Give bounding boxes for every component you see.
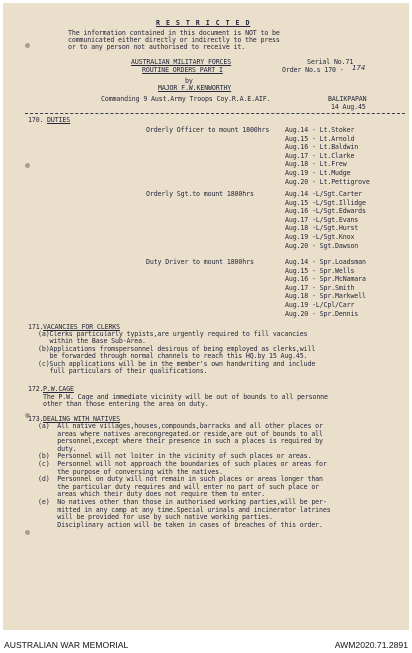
paragraph-line: be forwarded through normal channels to reach this HQ.by 15 Aug.45. — [38, 352, 308, 361]
commanding-officer: MAJOR F.W.KENWORTHY — [158, 84, 232, 92]
roster-row: Aug.14 - Lt.Stoker — [285, 126, 355, 134]
security-notice-line: or to any person not authorised to receive it. — [68, 43, 246, 51]
duty-group-heading: Duty Driver to mount 1800hrs — [146, 258, 254, 266]
handwritten-order-number: 174 — [352, 64, 366, 72]
paragraph-line: duty. — [38, 444, 77, 453]
duty-group-heading: Orderly Sgt.to mount 1800hrs — [146, 190, 254, 198]
serial-number: Serial No.71 — [307, 58, 354, 66]
roster-row: Aug.16 - Lt.Baldwin — [285, 143, 359, 152]
paragraph-line: (c)Such applications will be in the member's own handwriting and include — [38, 359, 316, 368]
force-title: AUSTRALIAN MILITARY FORCES — [131, 58, 232, 66]
duty-group-heading: Orderly Officer to mount 1800hrs — [146, 126, 270, 134]
roster-row: Aug.20 - Lt.Pettigrove — [285, 177, 370, 186]
orders-title: ROUTINE ORDERS PART I — [142, 66, 223, 74]
place: BALIKPAPAN — [328, 95, 367, 103]
roster-row: Aug.19 -L/Cpl/Carr — [285, 301, 355, 309]
roster-row: Aug.20 - Sgt.Dawson — [285, 241, 359, 250]
roster-row: Aug.18 - Lt.Frew — [285, 160, 347, 169]
roster-row: Aug.19 - Lt.Mudge — [285, 169, 351, 177]
punch-hole — [25, 43, 30, 48]
roster-row: Aug.18 -L/Sgt.Hurst — [285, 224, 359, 233]
archive-footer — [0, 634, 412, 653]
section-number: 170. — [28, 116, 44, 124]
punch-hole — [25, 163, 30, 168]
paragraph-line: The P.W. Cage and immediate vicinity will be out of bounds to all personne — [43, 393, 328, 401]
paragraph-line: (a)Clerks particularly typists,are urgently required to fill vacancies — [38, 330, 308, 338]
paragraph-line: will be provided for use by such native working parties. — [38, 513, 273, 522]
roster-row: Aug.14 -L/Sgt.Carter — [285, 190, 362, 198]
paragraph-line: the particular duty requires and will enter no part of such place or — [38, 482, 320, 491]
paragraph-line: full particulars of their qualifications. — [38, 367, 208, 375]
paragraph-line: (b) Personnel will not loiter in the vicinity of such places or areas. — [38, 452, 312, 461]
roster-row: Aug.15 - Lt.Arnold — [285, 134, 355, 143]
paragraph-line: personnel,except where their presence in such a places is required by — [38, 437, 323, 446]
archive-name: AUSTRALIAN WAR MEMORIAL — [4, 640, 129, 650]
date: 14 Aug.45 — [331, 103, 366, 111]
paragraph-line: (a) All native villages,houses,compounds,barracks and all other places or — [38, 422, 323, 430]
by-label: by — [185, 77, 193, 85]
punch-hole — [25, 530, 30, 535]
section-number: 171. — [28, 323, 44, 331]
paragraph-line: areas which their duty does not require them to enter. — [38, 490, 266, 499]
paragraph-line: within the Base Sub-Area. — [38, 337, 146, 346]
roster-row: Aug.19 -L/Sgt.Knox — [285, 233, 355, 241]
roster-row: Aug.14 - Spr.Loadsman — [285, 258, 366, 266]
roster-row: Aug.16 - Spr.McNamara — [285, 275, 366, 284]
paragraph-line: (c) Personnel will not approach the boundaries of such places or areas for — [38, 460, 327, 468]
paragraph-line: the purpose of conversing with the natives. — [38, 467, 223, 476]
roster-row: Aug.17 -L/Sgt.Evans — [285, 215, 359, 224]
paragraph-line: (e) No natives other than those in authorised working parties,will be per- — [38, 498, 327, 506]
security-notice-line: The information contained in this document is NOT to be — [68, 29, 280, 37]
roster-row: Aug.20 - Spr.Dennis — [285, 309, 359, 318]
order-numbers: Order No.s 170 - — [282, 66, 344, 74]
roster-row: Aug.18 - Spr.Markwell — [285, 292, 366, 301]
paragraph-line: areas where natives arecongregated.or reside,are out of bounds to all — [38, 429, 323, 438]
paragraph-line: (b)Applications fromspersonnel desirous of being employed as clerks,will — [38, 344, 316, 353]
paragraph-line: Disciplinary action will be taken in cases of breaches of this order. — [38, 520, 323, 529]
security-notice-line: communicated either directly or indirectly to the press — [68, 36, 280, 44]
archive-reference: AWM2020.71.2891 — [334, 640, 408, 650]
paragraph-line: other than those entering the area on duty. — [43, 400, 209, 409]
roster-row: Aug.15 -L/Sgt.Illidge — [285, 198, 366, 207]
section-title-duties: DUTIES — [47, 116, 71, 124]
divider — [25, 113, 405, 114]
command-line: Commanding 9 Aust.Army Troops Coy.R.A.E.AIF. — [101, 95, 271, 103]
roster-row: Aug.17 - Spr.Smith — [285, 283, 355, 292]
section-title-vacancies: VACANCIES FOR CLERKS — [43, 323, 120, 331]
roster-row: Aug.17 - Lt.Clarke — [285, 151, 355, 160]
paragraph-line: (d) Personnel on duty will not remain in such places or areas longer than — [38, 475, 323, 484]
section-number: 173. — [28, 415, 44, 423]
section-number: 172. — [28, 385, 44, 393]
paragraph-line: mitted in any camp at any time.Special urinals and incinerator latrines — [38, 505, 331, 514]
roster-row: Aug.16 -L/Sgt.Edwards — [285, 207, 366, 216]
roster-row: Aug.15 - Spr.Wells — [285, 266, 355, 275]
section-title-natives: DEALING WITH NATIVES — [43, 415, 120, 423]
section-title-pw-cage: P.W.CAGE — [43, 385, 74, 393]
restricted-banner: R E S T R I C T E D — [156, 19, 251, 27]
document-page — [3, 3, 409, 630]
